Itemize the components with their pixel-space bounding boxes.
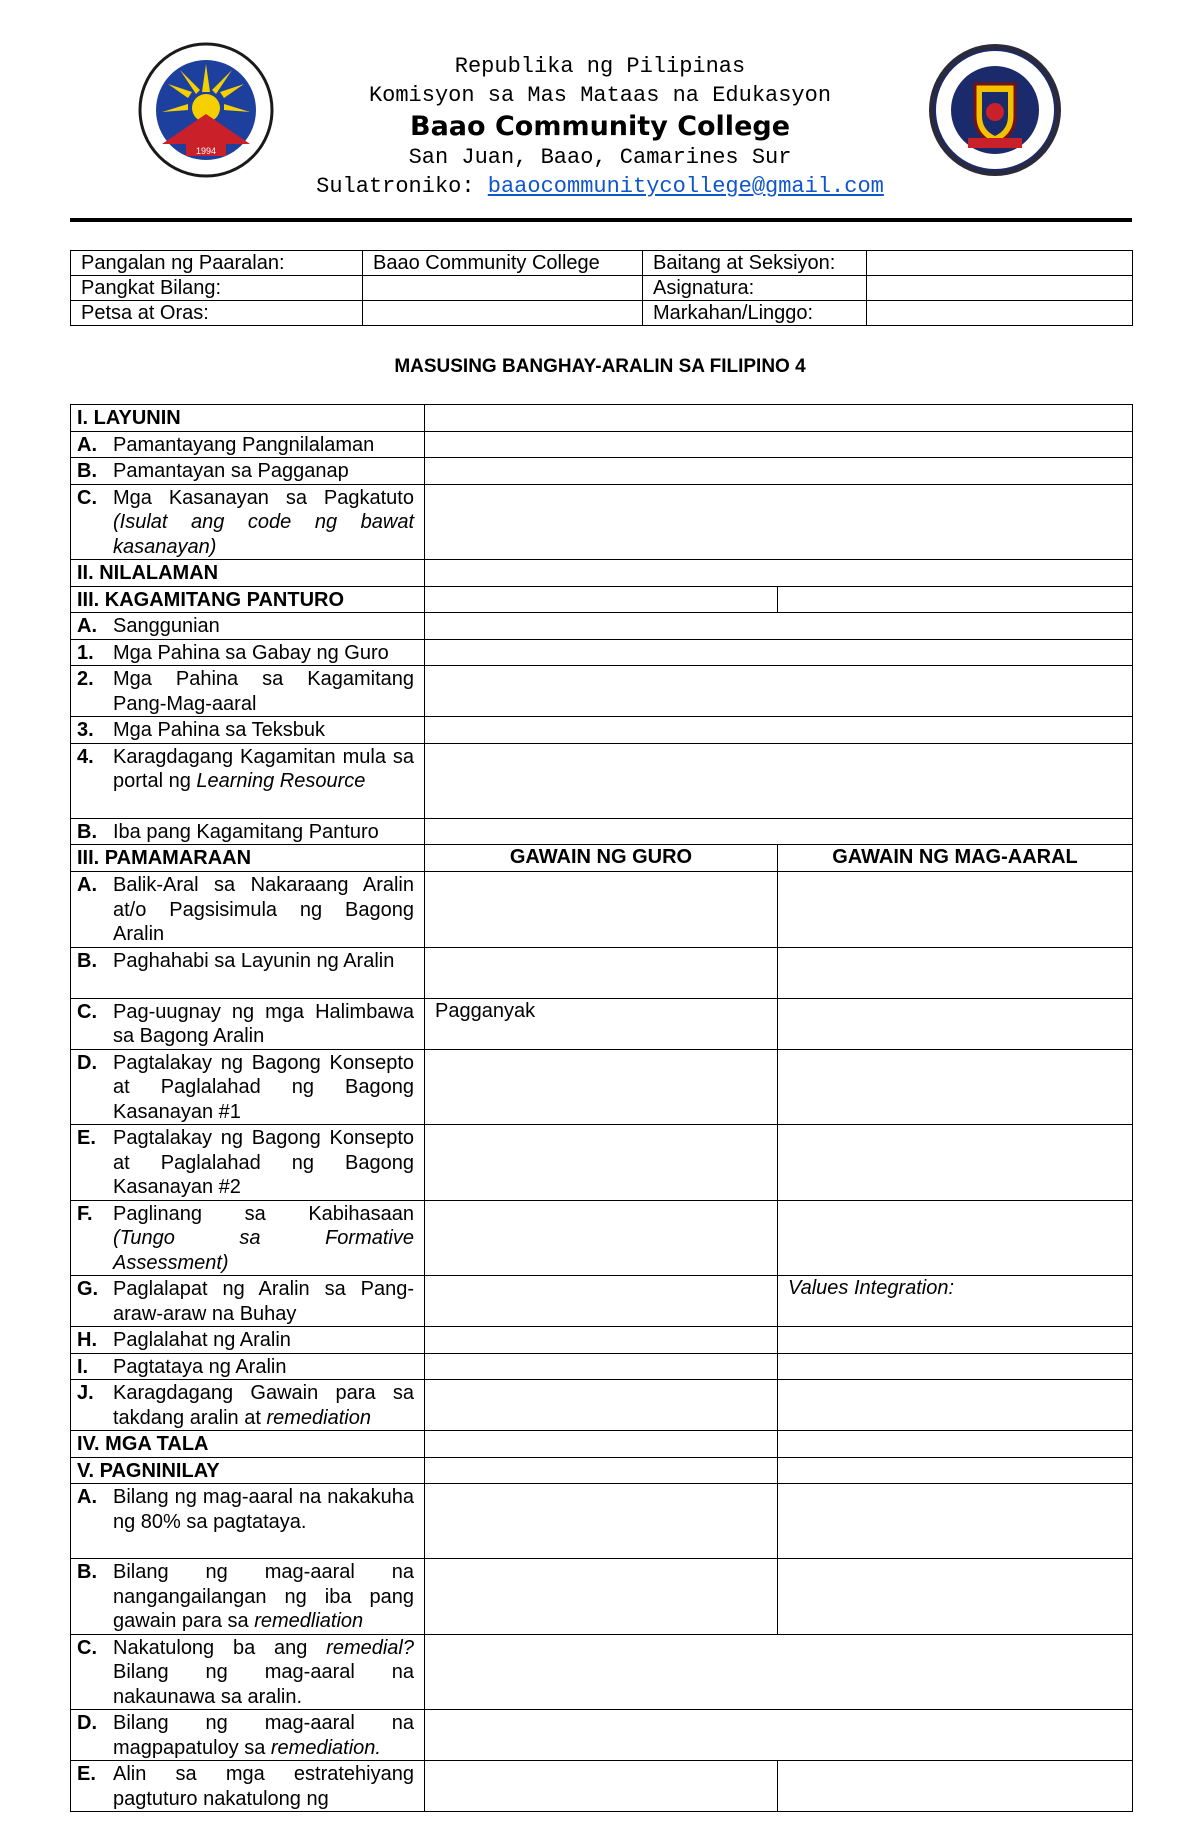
header-rule [70,218,1132,222]
school-info-table [70,250,1133,326]
list-item: E. Alin sa mga estratehiyang pagtuturo nakatulong ng [71,1761,425,1812]
date-label: Petsa at Oras: [71,301,363,326]
table-row [71,560,1133,587]
materials-heading: III. KAGAMITANG PANTURO [71,586,425,613]
email-line [260,172,940,201]
table-row [71,947,1133,998]
table-row [71,431,1133,458]
reflection-heading: V. PAGNINILAY [71,1457,425,1484]
grade-value [867,251,1133,276]
table-row [71,1710,1133,1761]
list-item: G. Paglalapat ng Aralin sa Pang-araw-araw na Buhay [71,1276,425,1327]
list-item: B. Pamantayan sa Pagganap [71,458,425,485]
table-row [71,1484,1133,1559]
list-item: I. Pagtataya ng Aralin [71,1353,425,1380]
table-row [71,743,1133,818]
table-row [71,301,1133,326]
list-item: H. Paglalahat ng Aralin [71,1327,425,1354]
list-item: 4. Karagdagang Kagamitan mula sa portal ng Learning Resource [71,743,425,818]
subject-value [867,276,1133,301]
student-column-header: GAWAIN NG MAG-AARAL [778,845,1133,872]
table-row [71,1327,1133,1354]
letterhead [0,0,1200,215]
table-row [71,1634,1133,1710]
table-row [71,458,1133,485]
table-row [71,1559,1133,1635]
table-row [71,484,1133,560]
table-row [71,717,1133,744]
date-value [363,301,643,326]
remarks-heading: IV. MGA TALA [71,1431,425,1458]
grade-label: Baitang at Seksiyon: [643,251,867,276]
table-row [71,1049,1133,1125]
list-item: C. Nakatulong ba ang remedial? Bilang ng mag-aaral na nakaunawa sa aralin. [71,1634,425,1710]
table-row [71,1380,1133,1431]
table-row [71,1457,1133,1484]
list-item: J. Karagdagang Gawain para sa takdang aralin at remediation [71,1380,425,1431]
document-title: MASUSING BANGHAY-ARALIN SA FILIPINO 4 [394,356,806,377]
list-item: A. Pamantayang Pangnilalaman [71,431,425,458]
list-item: B. Bilang ng mag-aaral na nangangailangan ng iba pang gawain para sa remedliation [71,1559,425,1635]
list-item: D. Pagtalakay ng Bagong Konsepto at Paglalahad ng Bagong Kasanayan #1 [71,1049,425,1125]
quarter-label: Markahan/Linggo: [643,301,867,326]
table-row [71,639,1133,666]
bcc-seal-logo [918,40,1072,180]
list-item: A. Bilang ng mag-aaral na nakakuha ng 80% sa pagtataya. [71,1484,425,1559]
list-item: A. Sanggunian [71,613,425,640]
lesson-plan-table [70,404,1133,1812]
svg-text:1994: 1994 [195,146,217,156]
group-label: Pangkat Bilang: [71,276,363,301]
ched-seal-logo [132,40,280,180]
table-row [71,251,1133,276]
objectives-cell [425,405,1133,432]
table-row [71,1125,1133,1201]
table-row [71,1353,1133,1380]
table-row [71,666,1133,717]
list-item: C. Mga Kasanayan sa Pagkatuto (Isulat ang code ng bawat kasanayan) [71,484,425,560]
list-item: 3. Mga Pahina sa Teksbuk [71,717,425,744]
teacher-column-header: GAWAIN NG GURO [425,845,778,872]
list-item: 1. Mga Pahina sa Gabay ng Guro [71,639,425,666]
list-item: B. Iba pang Kagamitang Panturo [71,818,425,845]
list-item: D. Bilang ng mag-aaral na magpapatuloy sa remediation. [71,1710,425,1761]
procedure-heading: III. PAMAMARAAN [71,845,425,872]
address-line: San Juan, Baao, Camarines Sur [408,145,792,170]
email-label: Sulatroniko: [316,174,488,199]
table-row [71,276,1133,301]
content-heading: II. NILALAMAN [71,560,425,587]
group-value [363,276,643,301]
letterhead-text [260,52,940,201]
table-row [71,1431,1133,1458]
table-row [71,1200,1133,1276]
objectives-heading: I. LAYUNIN [71,405,425,432]
table-row [71,1276,1133,1327]
school-label: Pangalan ng Paaralan: [71,251,363,276]
list-item: B. Paghahabi sa Layunin ng Aralin [71,947,425,998]
table-row [71,998,1133,1049]
table-row [71,613,1133,640]
table-row [71,845,1133,872]
republic-line: Republika ng Pilipinas [454,54,746,79]
subject-label: Asignatura: [643,276,867,301]
table-row [71,586,1133,613]
quarter-value [867,301,1133,326]
list-item: F. Paglinang sa Kabihasaan (Tungo sa Formative Assessment) [71,1200,425,1276]
teacher-cell-motivation: Pagganyak [425,998,778,1049]
table-row [71,405,1133,432]
email-link[interactable]: baaocommunitycollege@gmail.com [487,174,884,199]
commission-line: Komisyon sa Mas Mataas na Edukasyon [368,83,832,108]
list-item: C. Pag-uugnay ng mga Halimbawa sa Bagong Aralin [71,998,425,1049]
college-name: Baao Community College [409,111,791,142]
table-row [71,872,1133,948]
table-row [71,818,1133,845]
student-cell-values: Values Integration: [778,1276,1133,1327]
list-item: A. Balik-Aral sa Nakaraang Aralin at/o Pagsisimula ng Bagong Aralin [71,872,425,948]
school-value: Baao Community College [363,251,643,276]
table-row [71,1761,1133,1812]
list-item: 2. Mga Pahina sa Kagamitang Pang-Mag-aaral [71,666,425,717]
list-item: E. Pagtalakay ng Bagong Konsepto at Paglalahad ng Bagong Kasanayan #2 [71,1125,425,1201]
